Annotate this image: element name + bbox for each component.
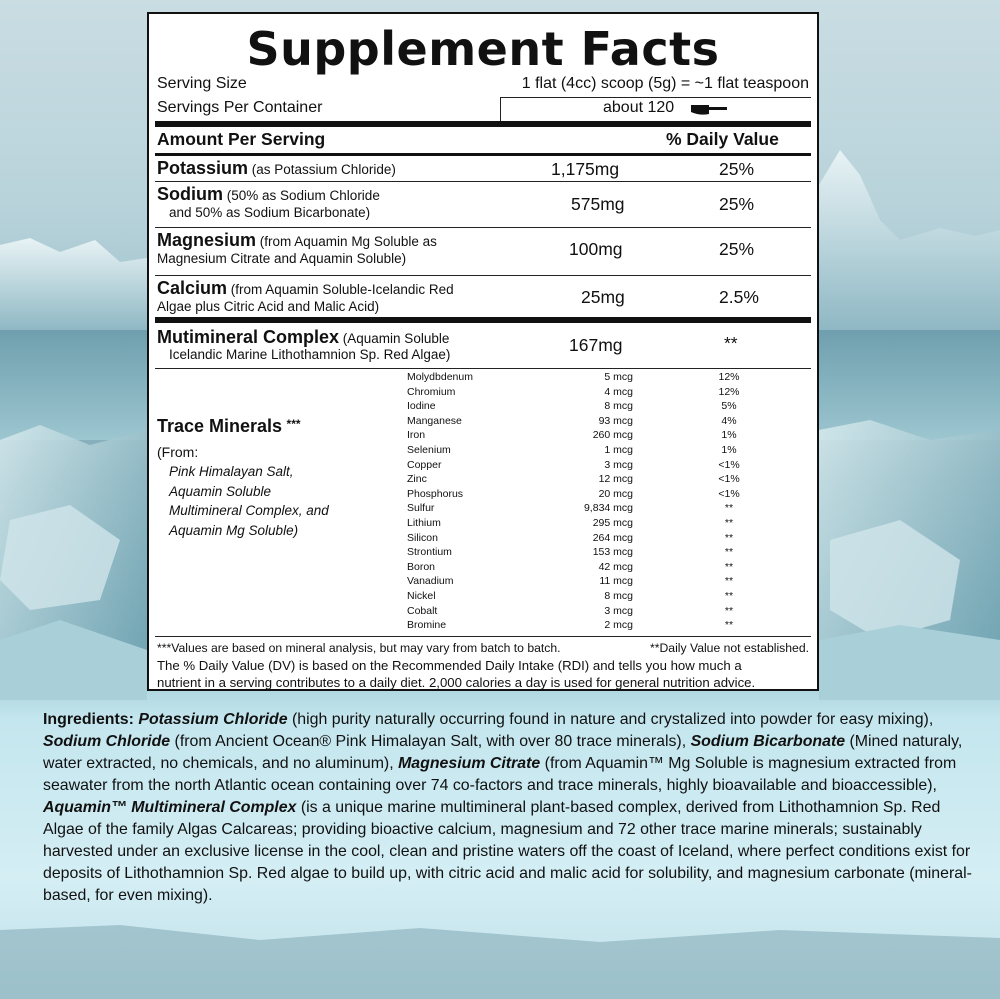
nutrient-row-magnesium <box>157 230 437 251</box>
nutrient-source: (Aquamin Soluble <box>339 331 450 346</box>
trace-mineral-name: Copper <box>407 458 442 471</box>
row-rule <box>155 181 811 182</box>
nutrient-row-multimineral <box>157 327 449 348</box>
trace-mineral-dv: ** <box>724 517 734 529</box>
trace-mineral-amount: 4 mcg <box>604 385 633 398</box>
trace-mineral-amount: 153 mcg <box>592 546 633 559</box>
nutrient-source: (from Aquamin Mg Soluble as <box>256 234 437 249</box>
ingredient-description: (is a unique marine multimineral plant-based complex, derived from Lithothamnion Sp. Red Algae of the family Algas Calcareas; providing bioactive calcium, magnesium and 72 other trace marine minerals; sustainably harvested under an exclusive license in the cool, clean and pristine waters off the coast of Iceland, where perfect conditions exist for deposits of Lithothamnion Sp. Red algae to build up, with citric acid and malic acid for solubility, and magnesium carbonate (mineral-based, for even mixing). <box>43 799 972 904</box>
trace-mineral-amount: 8 mcg <box>604 590 633 602</box>
trace-mineral-dv: 4% <box>721 414 737 427</box>
trace-mineral-amount: 3 mcg <box>604 604 633 617</box>
trace-mineral-amount: 9,834 mcg <box>583 502 633 515</box>
trace-mineral-amount: 264 mcg <box>592 531 633 544</box>
trace-mineral-dv: ** <box>724 575 734 588</box>
trace-title-stars: *** <box>286 417 301 431</box>
trace-sources <box>169 462 329 540</box>
trace-mineral-dv: ** <box>724 502 734 515</box>
row-rule <box>155 227 811 228</box>
dv-explanation-line: nutrient in a serving contributes to a daily diet. 2,000 calories a day is used for general nutrition advice. <box>157 675 756 690</box>
ingredient-name: Sodium Bicarbonate <box>690 733 846 750</box>
ingredient-name: Magnesium Citrate <box>398 755 541 772</box>
trace-mineral-amount: 295 mcg <box>592 517 633 529</box>
trace-mineral-dv: 12% <box>718 371 740 383</box>
trace-mineral-name: Molydbdenum <box>407 371 473 383</box>
ingredients-paragraph <box>43 709 978 907</box>
trace-mineral-name: Cobalt <box>407 604 438 617</box>
trace-mineral-amount: 20 mcg <box>598 487 633 500</box>
trace-mineral-dv: ** <box>724 590 734 602</box>
nutrient-amount: 1,175mg <box>551 159 620 179</box>
nutrient-row-potassium <box>157 158 396 179</box>
trace-mineral-amount: 8 mcg <box>604 400 633 413</box>
trace-mineral-name: Iodine <box>407 400 436 413</box>
trace-source-item: Aquamin Mg Soluble) <box>169 522 299 538</box>
footnote-rule <box>155 636 811 637</box>
trace-mineral-dv: <1% <box>718 487 740 500</box>
trace-source-item: Pink Himalayan Salt, <box>169 464 294 479</box>
nutrient-name: Sodium <box>157 184 223 204</box>
trace-mineral-dv: ** <box>724 546 734 559</box>
nutrient-source: (50% as Sodium Chloride <box>223 188 380 203</box>
ingredient-name: Sodium Chloride <box>43 733 171 750</box>
ingredient-description: (high purity naturally occurring found in nature and crystalized into powder for easy mixing), <box>287 711 934 728</box>
ingredients-label: Ingredients: <box>43 711 134 728</box>
trace-mineral-dv: 12% <box>718 385 740 398</box>
ingredient-description: (from Ancient Ocean® Pink Himalayan Salt, with over 80 trace minerals), <box>170 733 691 750</box>
nutrient-name: Magnesium <box>157 230 257 250</box>
ingredient-description: (Mined naturaly, water extracted, no chemicals, and no aluminum), <box>43 733 963 772</box>
trace-minerals-title <box>157 416 301 437</box>
trace-mineral-dv: <1% <box>718 458 740 471</box>
dv-explanation <box>157 657 755 691</box>
nutrient-source-line2: Icelandic Marine Lithothamnion Sp. Red Algae) <box>169 347 451 362</box>
serving-size-value: 1 flat (4cc) scoop (5g) = ~1 flat teaspoon <box>521 75 809 92</box>
nutrient-dv: 2.5% <box>719 287 759 307</box>
nutrient-source-line2: Algae plus Citric Acid and Malic Acid) <box>157 299 380 314</box>
serving-divider <box>500 97 811 98</box>
nutrient-name: Calcium <box>157 278 228 298</box>
trace-mineral-name: Nickel <box>407 590 436 602</box>
trace-mineral-amount: 3 mcg <box>604 458 633 471</box>
trace-mineral-amount: 12 mcg <box>598 473 633 486</box>
trace-mineral-dv: <1% <box>718 473 740 486</box>
complex-rule <box>155 317 811 323</box>
trace-mineral-amount: 11 mcg <box>599 575 633 588</box>
trace-source-item: Aquamin Soluble <box>169 483 272 499</box>
trace-mineral-name: Strontium <box>407 546 452 559</box>
trace-mineral-name: Boron <box>407 560 436 573</box>
ingredient-description: (from Aquamin™ Mg Soluble is magnesium extracted from seawater from the north Atlantic ocean containing over 74 co-factors and trace minerals, highly bioavailable and bioaccessible), <box>43 755 957 794</box>
trace-mineral-name: Manganese <box>407 414 462 427</box>
header-bottom-rule <box>155 153 811 156</box>
dv-explanation-line: The % Daily Value (DV) is based on the Recommended Daily Intake (RDI) and tells you how much a <box>157 658 742 673</box>
trace-mineral-name: Iron <box>407 429 426 442</box>
trace-mineral-amount: 42 mcg <box>598 560 633 573</box>
nutrient-dv: 25% <box>719 159 755 179</box>
servings-per-container-value: about 120 <box>603 99 675 116</box>
nutrient-source: (as Potassium Chloride) <box>248 162 396 177</box>
nutrient-name: Potassium <box>157 158 249 178</box>
nutrient-amount: 575mg <box>571 194 625 214</box>
nutrient-amount: 167mg <box>569 335 623 355</box>
trace-mineral-dv: ** <box>724 604 734 617</box>
servings-per-container-label: Servings Per Container <box>157 99 323 116</box>
nutrient-row-calcium <box>157 278 454 299</box>
trace-mineral-name: Vanadium <box>407 575 454 588</box>
ingredient-name: Aquamin™ Multimineral Complex <box>43 799 297 816</box>
trace-mineral-dv: ** <box>724 619 734 632</box>
serving-size-label: Serving Size <box>157 75 247 92</box>
nutrient-amount: 25mg <box>581 287 625 307</box>
trace-mineral-name: Phosphorus <box>407 487 464 500</box>
trace-mineral-dv: 1% <box>721 429 737 442</box>
trace-mineral-name: Zinc <box>407 473 427 486</box>
daily-value-header: % Daily Value <box>666 129 779 149</box>
nutrient-source: (from Aquamin Soluble-Icelandic Red <box>227 282 454 297</box>
trace-mineral-name: Bromine <box>407 619 447 632</box>
serving-column-divider <box>500 97 501 122</box>
trace-mineral-name: Lithium <box>407 517 441 529</box>
trace-mineral-name: Sulfur <box>407 502 435 515</box>
nutrient-name: Mutimineral Complex <box>157 327 340 347</box>
trace-mineral-name: Chromium <box>407 385 456 398</box>
trace-mineral-amount: 2 mcg <box>604 619 633 632</box>
dv-not-established-footnote: **Daily Value not established. <box>650 641 809 655</box>
row-rule <box>155 275 811 276</box>
panel-title: Supplement Facts <box>246 22 720 76</box>
trace-mineral-dv: ** <box>724 531 734 544</box>
trace-mineral-amount: 260 mcg <box>592 429 633 442</box>
nutrient-source-line2: Magnesium Citrate and Aquamin Soluble) <box>157 251 407 266</box>
trace-title-text: Trace Minerals <box>157 416 283 436</box>
nutrient-source-line2: and 50% as Sodium Bicarbonate) <box>169 205 371 220</box>
trace-mineral-amount: 93 mcg <box>598 414 633 427</box>
trace-mineral-amount: 1 mcg <box>604 444 633 456</box>
supplement-facts-panel <box>147 12 819 691</box>
nutrient-row-sodium <box>157 184 380 205</box>
scoop-icon <box>689 102 729 116</box>
values-footnote: ***Values are based on mineral analysis, but may vary from batch to batch. <box>157 641 561 655</box>
trace-source-item: Multimineral Complex, and <box>169 503 329 518</box>
trace-mineral-amount: 5 mcg <box>604 371 633 383</box>
trace-mineral-dv: 5% <box>721 400 737 413</box>
trace-mineral-dv: ** <box>724 560 734 573</box>
row-rule <box>155 368 811 369</box>
trace-mineral-name: Silicon <box>407 531 438 544</box>
trace-mineral-name: Selenium <box>407 444 451 456</box>
trace-mineral-dv: 1% <box>721 444 737 456</box>
nutrient-dv: 25% <box>719 239 755 259</box>
trace-from-label: (From: <box>157 444 199 460</box>
nutrient-dv: 25% <box>719 194 755 214</box>
nutrient-amount: 100mg <box>569 239 623 259</box>
header-rule <box>155 121 811 127</box>
ingredient-name: Potassium Chloride <box>138 711 288 728</box>
amount-per-serving-header: Amount Per Serving <box>157 129 326 149</box>
nutrient-dv: ** <box>724 333 738 353</box>
